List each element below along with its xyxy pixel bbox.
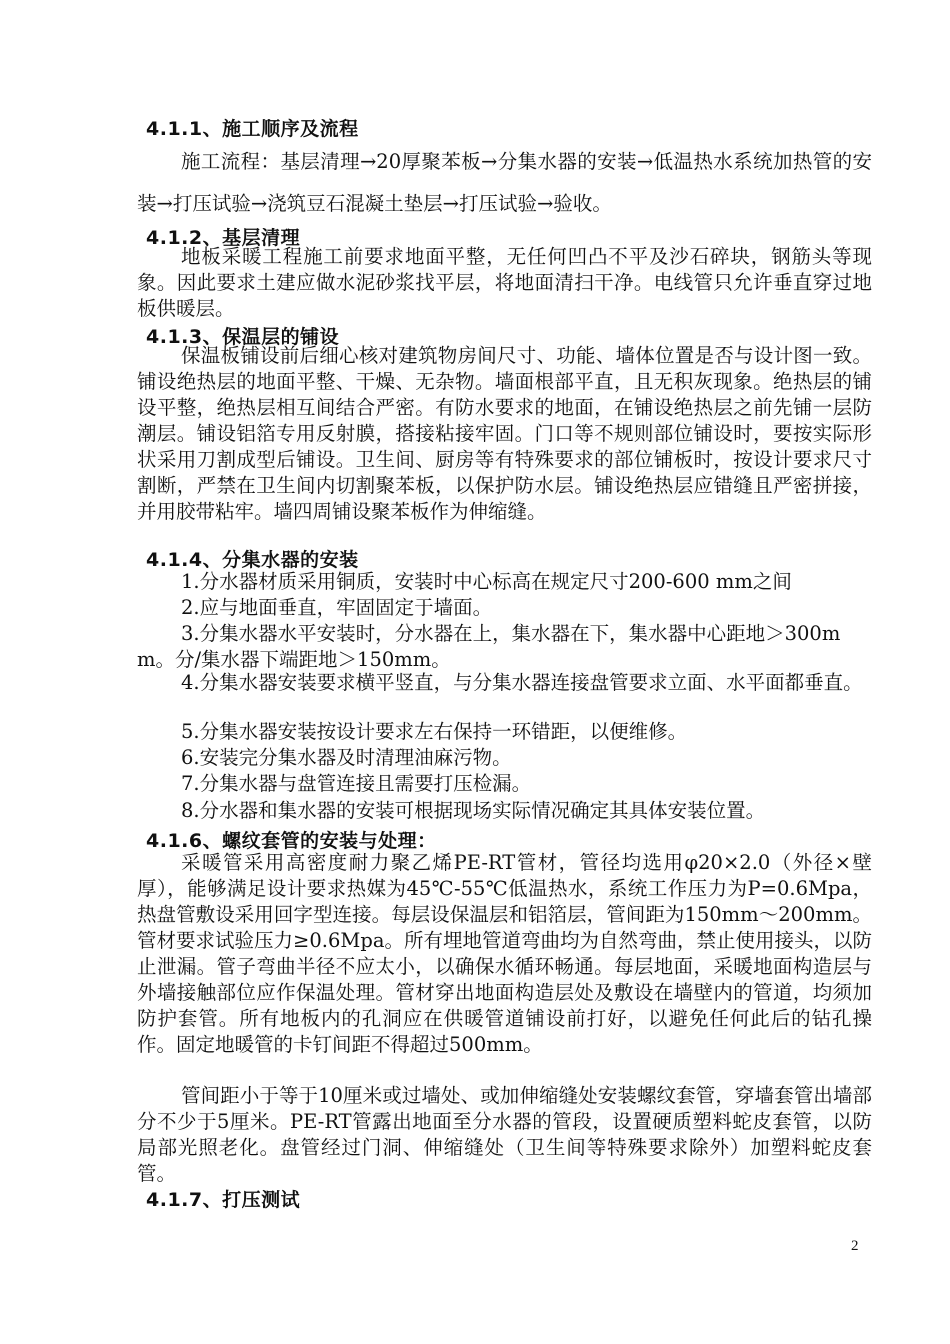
section-heading-4-1-2: 4.1.2、基层清理 bbox=[146, 227, 301, 249]
threaded-sleeve-paragraph: 管间距小于等于10厘米或过墙处、或加伸缩缝处安装螺纹套管，穿墙套管出墙部分不少于5厘米。PE-RT管露出地面至分水器的管段，设置硬质塑料蛇皮套管，以防局部光照老化。盘管经过门洞、伸缩缝处（卫生间等特殊要求除外）加塑料蛇皮套管。 bbox=[137, 1084, 872, 1185]
section-heading-4-1-4: 4.1.4、分集水器的安装 bbox=[146, 549, 359, 571]
manifold-item-6: 6.安装完分集水器及时清理油麻污物。 bbox=[181, 746, 512, 769]
manifold-item-3: 3.分集水器水平安装时，分水器在上，集水器在下，集水器中心距地＞300mm。分/集水器下端距地＞150mm。 bbox=[137, 622, 841, 671]
section-heading-4-1-3: 4.1.3、保温层的铺设 bbox=[146, 326, 340, 348]
manifold-item-1: 1.分水器材质采用铜质，安装时中心标高在规定尺寸200-600 mm之间 bbox=[181, 570, 792, 593]
section-heading-4-1-6: 4.1.6、螺纹套管的安装与处理： bbox=[146, 830, 437, 852]
section-heading-4-1-7: 4.1.7、打压测试 bbox=[146, 1189, 301, 1211]
manifold-item-8: 8.分水器和集水器的安装可根据现场实际情况确定其具体安装位置。 bbox=[181, 799, 766, 822]
construction-flow-paragraph: 施工流程：基层清理→20厚聚苯板→分集水器的安装→低温热水系统加热管的安装→打压试验→浇筑豆石混凝土垫层→打压试验→验收。 bbox=[137, 150, 872, 215]
heating-pipe-paragraph: 采暖管采用高密度耐力聚乙烯PE-RT管材，管径均选用φ20×2.0（外径×壁厚），能够满足设计要求热媒为45℃-55℃低温热水，系统工作压力为P=0.6Mpa，热盘管敷设采用回字型连接。每层设保温层和铝箔层，管间距为150mm～200mm。管材要求试验压力≥0.6Mpa。所有埋地管道弯曲均为自然弯曲，禁止使用接头，以防止泄漏。管子弯曲半径不应太小，以确保水循环畅通。每层地面，采暖地面构造层与外墙接触部位应作保温处理。管材穿出地面构造层处及敷设在墙壁内的管道，均须加防护套管。所有地板内的孔洞应在供暖管道铺设前打好，以避免任何此后的钻孔操作。固定地暖管的卡钉间距不得超过500mm。 bbox=[137, 851, 872, 1056]
manifold-item-7: 7.分集水器与盘管连接且需要打压检漏。 bbox=[181, 772, 532, 795]
manifold-item-5: 5.分集水器安装按设计要求左右保持一环错距，以便维修。 bbox=[181, 720, 688, 743]
manifold-item-2: 2.应与地面垂直，牢固固定于墙面。 bbox=[181, 596, 493, 619]
insulation-layer-paragraph: 保温板铺设前后细心核对建筑物房间尺寸、功能、墙体位置是否与设计图一致。铺设绝热层的地面平整、干燥、无杂物。墙面根部平直，且无积灰现象。绝热层的铺设平整，绝热层相互间结合严密。有防水要求的地面，在铺设绝热层之前先铺一层防潮层。铺设铝箔专用反射膜，搭接粘接牢固。门口等不规则部位铺设时，要按实际形状采用刀割成型后铺设。卫生间、厨房等有特殊要求的部位铺板时，按设计要求尺寸割断，严禁在卫生间内切割聚苯板，以保护防水层。铺设绝热层应错缝且严密拼接，并用胶带粘牢。墙四周铺设聚苯板作为伸缩缝。 bbox=[137, 344, 872, 523]
base-cleaning-paragraph: 地板采暖工程施工前要求地面平整，无任何凹凸不平及沙石碎块，钢筋头等现象。因此要求土建应做水泥砂浆找平层，将地面清扫干净。电线管只允许垂直穿过地板供暖层。 bbox=[137, 245, 872, 320]
manifold-item-4: 4.分集水器安装要求横平竖直，与分集水器连接盘管要求立面、水平面都垂直。 bbox=[181, 671, 863, 694]
section-heading-4-1-1: 4.1.1、施工顺序及流程 bbox=[146, 118, 359, 140]
page-number: 2 bbox=[851, 1238, 859, 1254]
